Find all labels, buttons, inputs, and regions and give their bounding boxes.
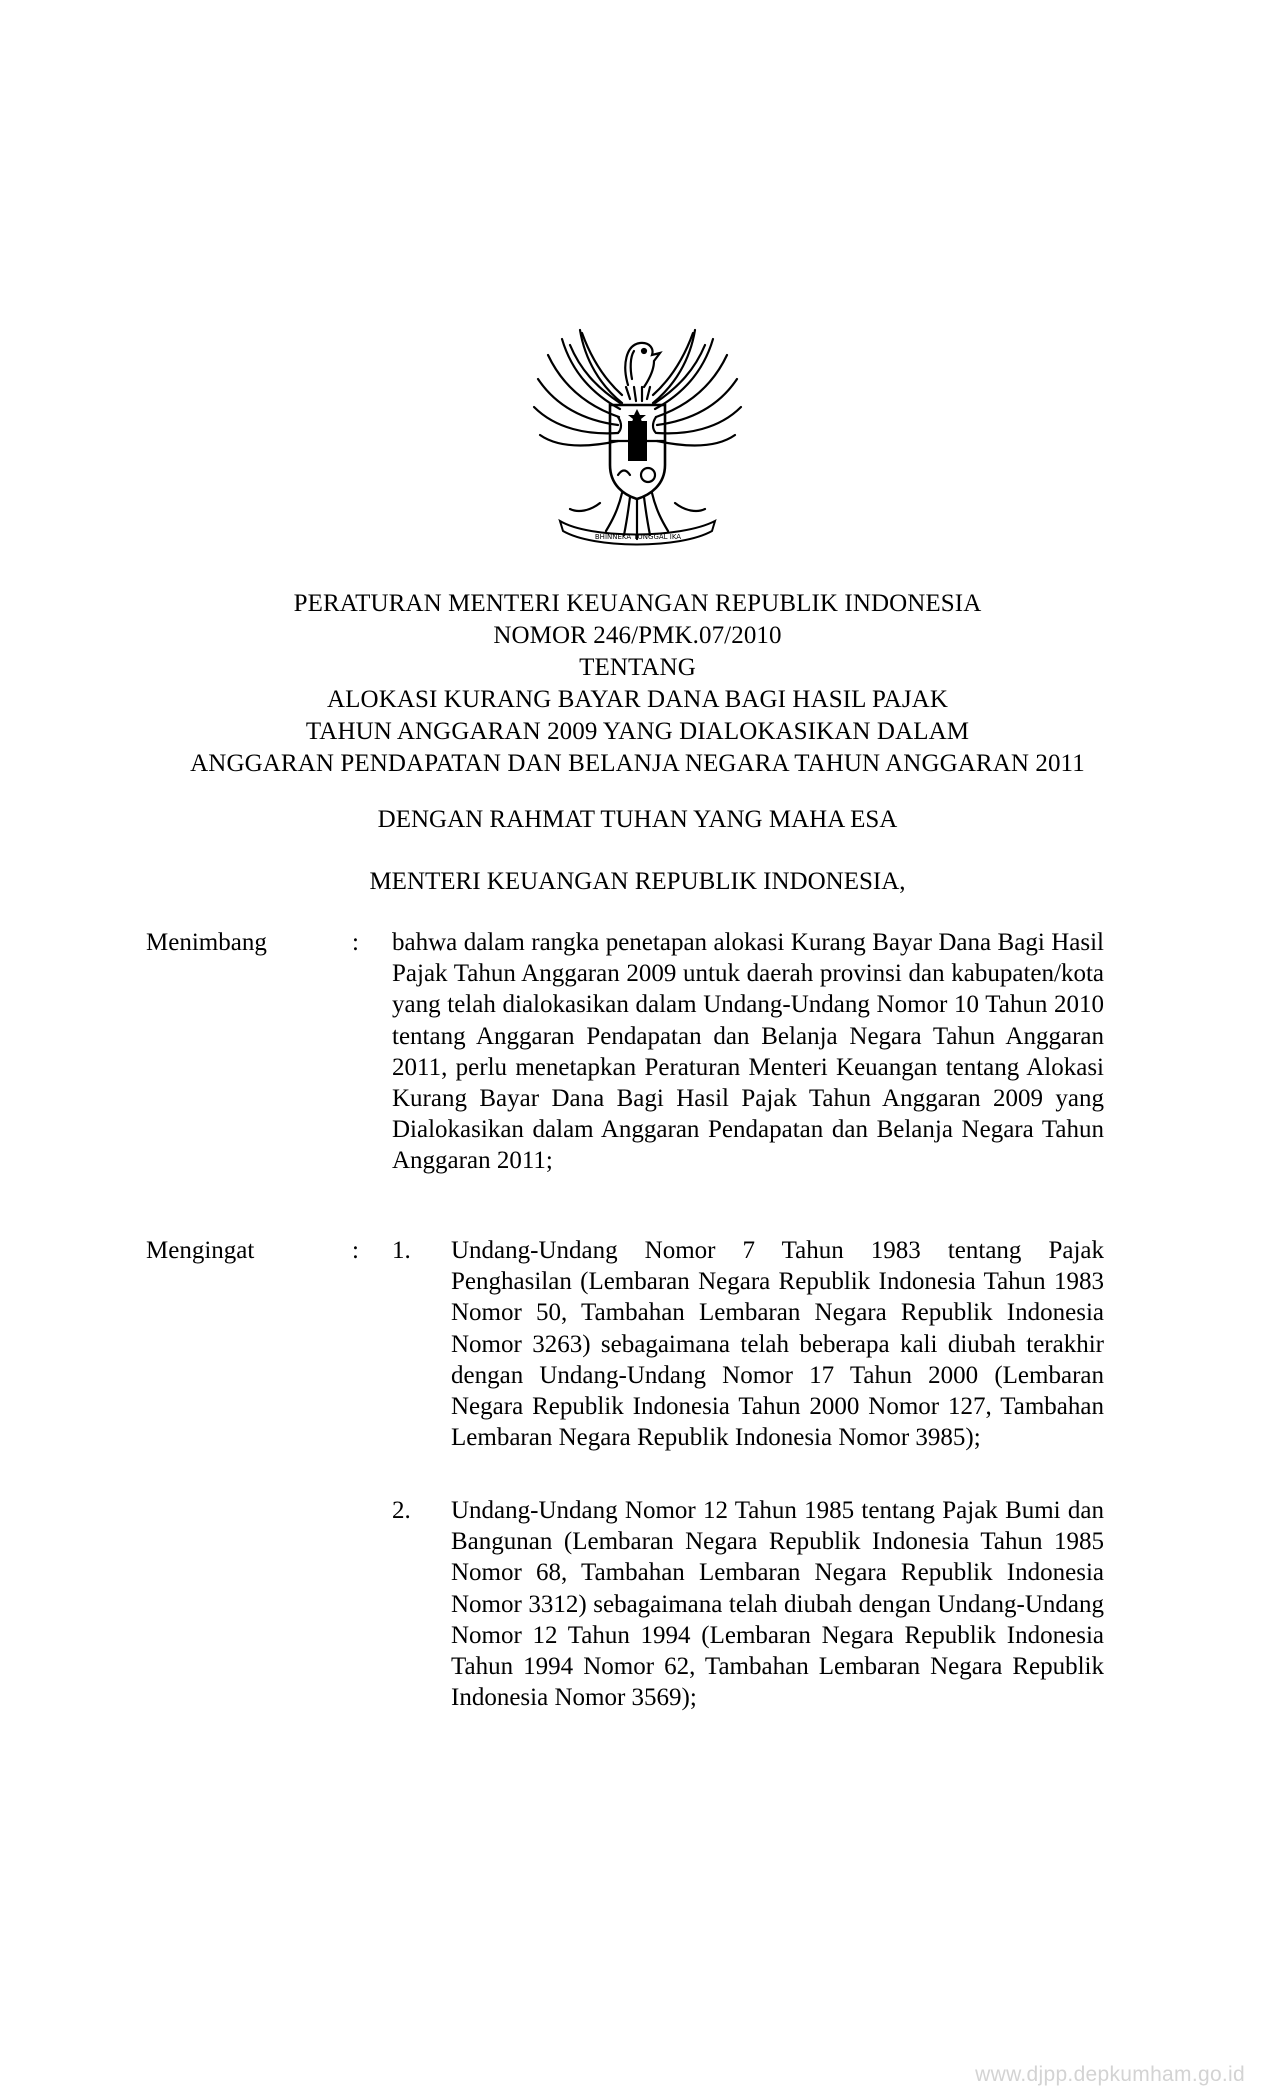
- title-line: PERATURAN MENTERI KEUANGAN REPUBLIK INDONESIA: [293, 590, 982, 617]
- title-line: TENTANG: [579, 654, 696, 681]
- menimbang-colon: :: [352, 929, 359, 956]
- mengingat-item-number: 2.: [392, 1497, 411, 1524]
- watermark-url: www.djpp.depkumham.go.id: [975, 2063, 1245, 2086]
- invocation: DENGAN RAHMAT TUHAN YANG MAHA ESA: [377, 806, 898, 833]
- garuda-emblem-icon: [530, 325, 745, 555]
- title-line: ANGGARAN PENDAPATAN DAN BELANJA NEGARA TAHUN ANGGARAN 2011: [190, 750, 1085, 777]
- mengingat-colon: :: [352, 1237, 359, 1264]
- menimbang-text: bahwa dalam rangka penetapan alokasi Kurang Bayar Dana Bagi Hasil Pajak Tahun Anggaran 2009 untuk daerah provinsi dan kabupaten/kota yang telah dialokasikan dalam Undang-Undang Nomor 10 Tahun 2010 tentang Anggaran Pendapatan dan Belanja Negara Tahun Anggaran 2011, perlu menetapkan Peraturan Menteri Keuangan tentang Alokasi Kurang Bayar Dana Bagi Hasil Pajak Tahun Anggaran 2009 yang Dialokasikan dalam Anggaran Pendapatan dan Belanja Negara Tahun Anggaran 2011;: [392, 929, 1104, 1175]
- mengingat-item-text: Undang-Undang Nomor 12 Tahun 1985 tentang Pajak Bumi dan Bangunan (Lembaran Negara Republik Indonesia Tahun 1985 Nomor 68, Tambahan Lembaran Negara Republik Indonesia Nomor 3312) sebagaimana telah diubah dengan Undang-Undang Nomor 12 Tahun 1994 (Lembaran Negara Republik Indonesia Tahun 1994 Nomor 62, Tambahan Lembaran Negara Republik Indonesia Nomor 3569);: [451, 1497, 1104, 1712]
- mengingat-label: Mengingat: [146, 1237, 255, 1264]
- title-line: ALOKASI KURANG BAYAR DANA BAGI HASIL PAJAK: [327, 686, 948, 713]
- menimbang-label: Menimbang: [146, 929, 267, 956]
- mengingat-item-number: 1.: [392, 1237, 411, 1264]
- regulation-title: [100, 588, 1175, 780]
- emblem-motto: BHINNEKA TUNGGAL IKA: [594, 533, 682, 541]
- title-line: TAHUN ANGGARAN 2009 YANG DIALOKASIKAN DALAM: [305, 718, 970, 745]
- title-line: NOMOR 246/PMK.07/2010: [493, 622, 782, 649]
- authority-line: MENTERI KEUANGAN REPUBLIK INDONESIA,: [369, 868, 906, 895]
- mengingat-item-text: Undang-Undang Nomor 7 Tahun 1983 tentang Pajak Penghasilan (Lembaran Negara Republik Indonesia Tahun 1983 Nomor 50, Tambahan Lembaran Negara Republik Indonesia Nomor 3263) sebagaimana telah beberapa kali diubah terakhir dengan Undang-Undang Nomor 17 Tahun 2000 (Lembaran Negara Republik Indonesia Tahun 2000 Nomor 127, Tambahan Lembaran Negara Republik Indonesia Nomor 3985);: [451, 1237, 1104, 1452]
